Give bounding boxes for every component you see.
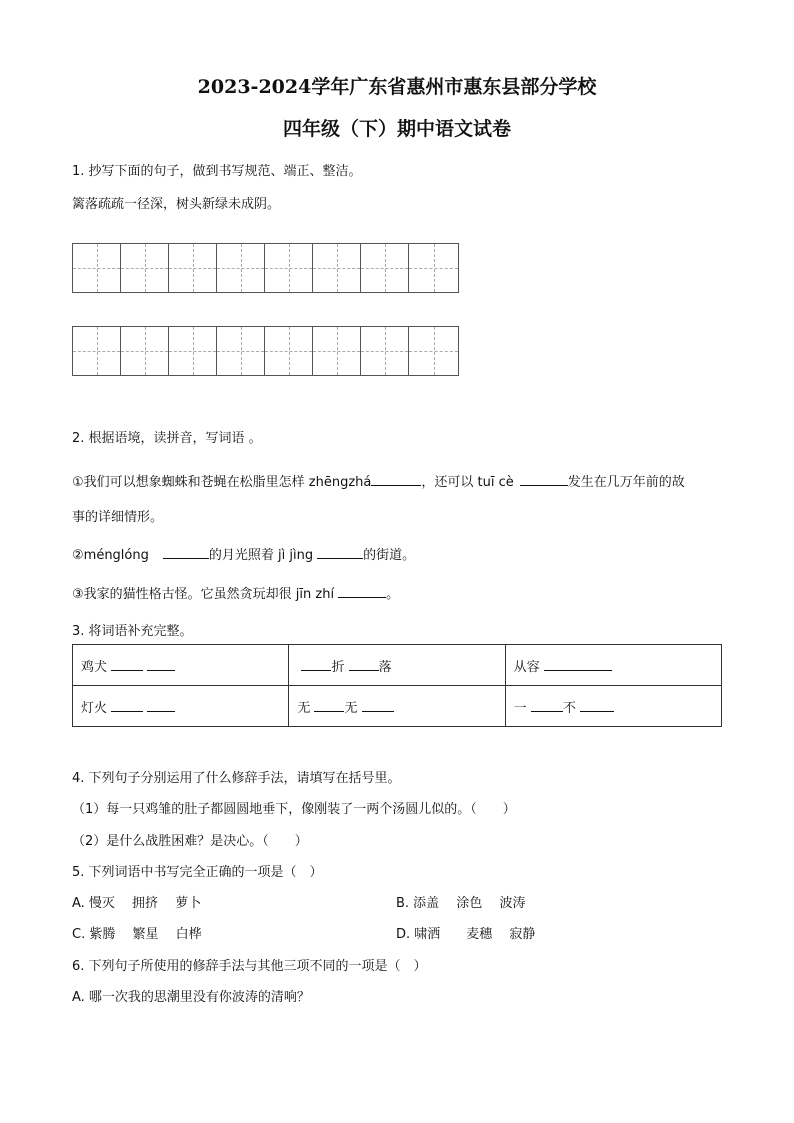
answer-blank[interactable] (314, 699, 344, 712)
answer-blank[interactable] (111, 699, 143, 712)
answer-blank[interactable] (147, 658, 175, 671)
q5-option-b[interactable]: B. 添盖 涂色 波涛 (396, 896, 526, 911)
q2-sentence-2: ②ménglóng 的月光照着 jì jìng 的街道。 (72, 548, 416, 563)
q4-sentence-2: （2）是什么战胜困难？是决心。（ ） (72, 834, 308, 849)
answer-blank[interactable] (520, 473, 568, 486)
q3-cell: 无 无 (289, 686, 505, 727)
answer-blank[interactable] (362, 699, 394, 712)
q2-sentence-1: ①我们可以想象蜘蛛和苍蝇在松脂里怎样 zhēngzhá ，还可以 tuī cè 发生在几万年前的故 (72, 475, 685, 490)
writing-grid-row-1[interactable] (72, 243, 459, 293)
q3-word-table (72, 644, 722, 727)
q4-sentence-1: （1）每一只鸡雏的肚子都圆圆地垂下，像刚装了一两个汤圆儿似的。（ ） (72, 802, 516, 817)
q1-sentence: 篱落疏疏一径深，树头新绿未成阴。 (72, 197, 281, 212)
q4-prompt: 4. 下列句子分别运用了什么修辞手法，请填写在括号里。 (72, 771, 401, 786)
q3-cell: 一 不 (505, 686, 721, 727)
q5-prompt: 5. 下列词语中书写完全正确的一项是（ ） (72, 865, 323, 880)
q5-option-a[interactable]: A. 慢灭 拥挤 萝卜 (72, 896, 202, 911)
q1-prompt: 1. 抄写下面的句子，做到书写规范、端正、整洁。 (72, 164, 362, 179)
q6-prompt: 6. 下列句子所使用的修辞手法与其他三项不同的一项是（ ） (72, 959, 427, 974)
answer-blank[interactable] (147, 699, 175, 712)
answer-blank[interactable] (111, 658, 143, 671)
exam-title-line2: 四年级（下）期中语文试卷 (282, 118, 511, 140)
answer-blank[interactable] (544, 658, 612, 671)
q3-cell: 从容 (505, 645, 721, 686)
answer-blank[interactable] (580, 699, 614, 712)
answer-blank[interactable] (531, 699, 563, 712)
q2-sentence-1-cont: 事的详细情形。 (72, 510, 164, 525)
answer-blank[interactable] (338, 585, 386, 598)
answer-blank[interactable] (317, 546, 363, 559)
q3-cell: 折 落 (289, 645, 505, 686)
answer-blank[interactable] (349, 658, 379, 671)
q3-cell: 灯火 (73, 686, 289, 727)
q2-sentence-3: ③我家的猫性格古怪。它虽然贪玩却很 jīn zhí 。 (72, 587, 400, 602)
q3-prompt: 3. 将词语补充完整。 (72, 624, 193, 639)
exam-title-line1: 2023-2024学年广东省惠州市惠东县部分学校 (197, 76, 597, 98)
answer-blank[interactable] (301, 658, 331, 671)
writing-grid-row-2[interactable] (72, 326, 459, 376)
answer-blank[interactable] (163, 546, 209, 559)
answer-blank[interactable] (371, 473, 421, 486)
q3-cell: 鸡犬 (73, 645, 289, 686)
q5-option-c[interactable]: C. 紫腾 繁星 白桦 (72, 927, 202, 942)
q2-prompt: 2. 根据语境，读拼音，写词语 。 (72, 431, 262, 446)
q6-option-a[interactable]: A. 哪一次我的思潮里没有你波涛的清响？ (72, 990, 310, 1005)
q5-option-d[interactable]: D. 啸洒 麦穗 寂静 (396, 927, 536, 942)
